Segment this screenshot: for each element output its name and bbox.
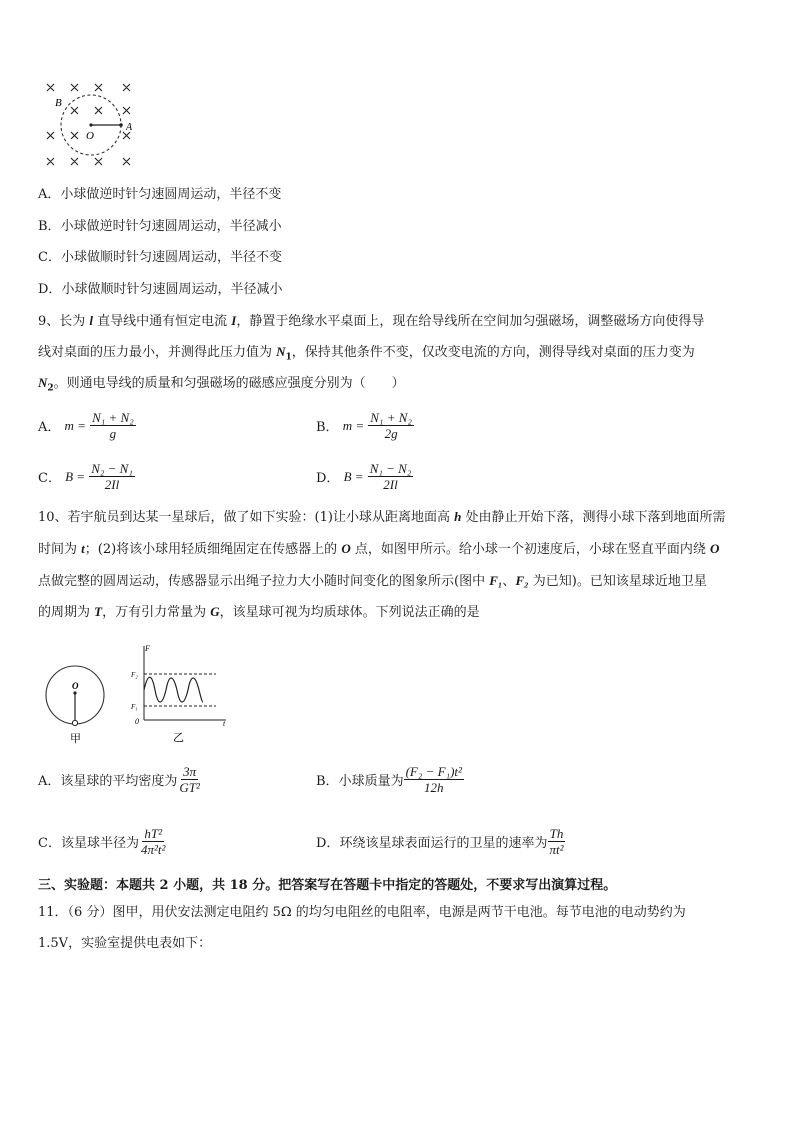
q10-stem-line2: 时间为 t；(2)将该小球用轻质细绳固定在传感器上的 O 点，如图甲所示。给小球一个初速度后，小球在竖直平面内绕 O xyxy=(38,541,720,557)
q10-option-d: D． 环绕该星球表面运行的卫星的速率为 $\frac{Th}{\text{πt²}}$ xyxy=(316,826,564,857)
q10-stem-line3: 点做完整的圆周运动，传感器显示出绳子拉力大小随时间变化的图象所示(图中 F₁、F₂ 为已知)。已知该星球近地卫星 xyxy=(38,573,707,589)
q9-option-c: C． B = $\frac{\text{N₂ − N₁}}{2Il}$ xyxy=(38,461,133,492)
yi-origin-label: 0 xyxy=(135,717,139,726)
center-dot xyxy=(89,123,92,126)
q9-stem-line3: $N_2$。则通电导线的质量和匀强磁场的磁感应强度分别为（ ） xyxy=(38,375,405,394)
q8-option-a: A．小球做逆时针匀速圆周运动，半径不变 xyxy=(38,187,282,202)
q8-option-c: C．小球做顺时针匀速圆周运动，半径不变 xyxy=(38,250,282,265)
figure-jia xyxy=(40,660,110,748)
ball-A xyxy=(119,123,123,127)
yi-t-label: t xyxy=(223,719,226,728)
q10-option-b: B． 小球质量为 $\frac{\text{(F₂ − F₁)t²}}{12h}$ xyxy=(316,764,462,795)
q10-stem-line1: 10、若宇航员到达某一星球后，做了如下实验：(1)让小球从距离地面高 h 处由静止开始下落，测得小球下落到地面所需 xyxy=(38,509,726,525)
jia-O-label: O xyxy=(72,681,79,691)
section3-heading: 三、实验题：本题共 2 小题，共 18 分。把答案写在答题卡中指定的答题处，不要求写出演算过程。 xyxy=(38,878,617,893)
point-O-label: O xyxy=(86,130,94,142)
jia-label: 甲 xyxy=(70,732,81,745)
q11-stem-line2: 1.5V，实验室提供电表如下： xyxy=(38,936,212,951)
q10-stem-line4: 的周期为 T，万有引力常量为 G，该星球可视为均质球体。下列说法正确的是 xyxy=(38,604,480,620)
q9-stem-line1: 9、长为 l 直导线中通有恒定电流 I，静置于绝缘水平桌面上，现在给导线所在空间加匀强磁场，调整磁场方向使得导 xyxy=(38,313,705,329)
yi-label: 乙 xyxy=(173,731,184,744)
magnetic-field-figure xyxy=(40,76,140,172)
yi-F-label: F xyxy=(145,644,150,653)
q9-option-d: D． B = $\frac{\text{N₁ − N₂}}{2Il}$ xyxy=(316,461,412,492)
figure-yi xyxy=(128,640,232,744)
q8-option-b: B．小球做逆时针匀速圆周运动，半径减小 xyxy=(38,219,282,234)
jia-center xyxy=(73,691,76,694)
q10-option-a: A． 该星球的平均密度为 $\frac{3\pi}{\text{GT²}}$ xyxy=(38,764,200,795)
q8-option-d: D．小球做顺时针匀速圆周运动，半径减小 xyxy=(38,282,283,297)
q9-stem-line2: 线对桌面的压力最小，并测得此压力值为 $N_1$，保持其他条件不变，仅改变电流的方向，测得导线对桌面的压力变为 xyxy=(38,344,695,363)
point-A-label: A xyxy=(126,122,133,133)
jia-ball xyxy=(72,720,77,725)
q9-option-b: B． m = $\frac{\text{N₁ + N₂}}{2g}$ xyxy=(316,410,412,441)
q11-stem-line1: 11．（6 分）图甲，用伏安法测定电阻约 5Ω 的均匀电阻丝的电阻率，电源是两节干电池。每节电池的电动势约为 xyxy=(38,905,686,920)
yi-F2-label: F₂ xyxy=(131,671,138,679)
point-B-label: B xyxy=(55,97,62,109)
q10-option-c: C． 该星球半径为 $\frac{\text{hT²}}{\text{4π²t²}}$ xyxy=(38,826,166,857)
yi-force-curve xyxy=(144,677,203,702)
q9-option-a: A． m = $\frac{\text{N₁ + N₂}}{g}$ xyxy=(38,410,134,441)
yi-F1-label: F₁ xyxy=(131,703,138,711)
